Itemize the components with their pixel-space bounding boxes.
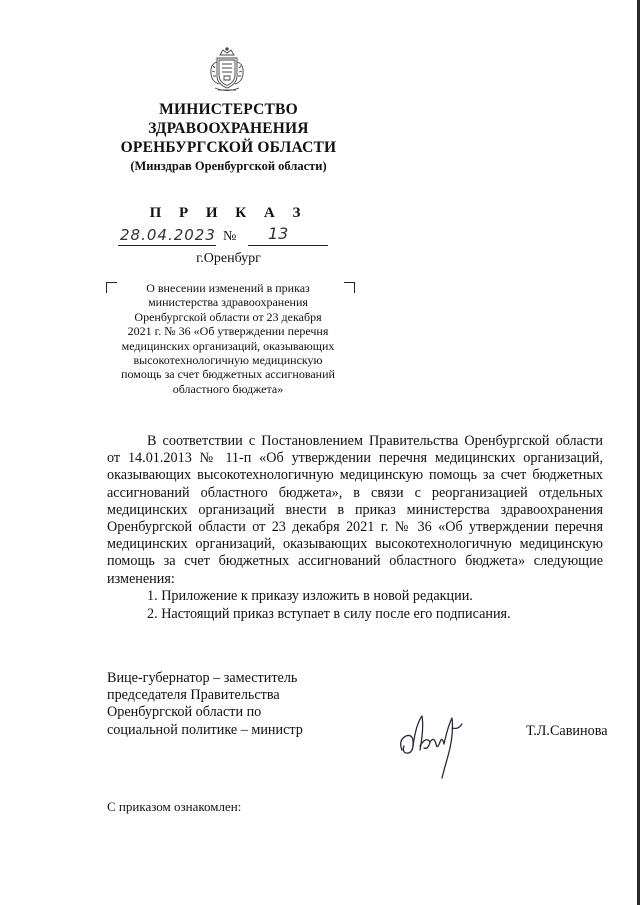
org-name-line2: ЗДРАВООХРАНЕНИЯ (148, 120, 309, 137)
subject-line: Оренбургской области от 23 декабря (134, 309, 322, 324)
subject-line: О внесении изменений в приказ (146, 281, 310, 295)
document-number: 13 (268, 224, 289, 243)
signer-name: Т.Л.Савинова (526, 723, 608, 739)
subject-line: высокотехнологичную медицинскую (133, 353, 323, 368)
subject-line: помощь за счет бюджетных ассигнований (121, 367, 335, 382)
signer-position-line: социальной политике – министр (107, 721, 303, 738)
org-name-line3: ОРЕНБУРГСКОЙ ОБЛАСТИ (120, 139, 337, 156)
city: г.Оренбург (196, 251, 261, 266)
document-date: 28.04.2023 (120, 226, 216, 244)
number-underline (248, 245, 328, 246)
subject-line: областного бюджета» (172, 381, 284, 396)
subject-line: медицинских организаций, оказывающих (121, 338, 335, 353)
body-item-1: 1. Приложение к приказу изложить в новой редакции. (147, 588, 473, 604)
org-name-line1: МИНИСТЕРСТВО (159, 101, 298, 118)
handwritten-signature (396, 706, 466, 780)
acknowledgment-label: С приказом ознакомлен: (107, 799, 242, 814)
org-short-name: (Минздрав Оренбургской области) (130, 159, 327, 173)
date-number-line (118, 226, 338, 250)
body-item-2: 2. Настоящий приказ вступает в силу после его подписания. (147, 606, 511, 622)
signer-position-line: Оренбургской области по (107, 704, 262, 721)
subject-line: 2021 г. № 36 «Об утверждении перечня (127, 324, 329, 339)
coat-of-arms-icon (206, 46, 248, 94)
signer-position-line: Вице-губернатор – заместитель (107, 670, 298, 686)
body-paragraph: В соответствии с Постановлением Правительства Оренбургской области от 14.01.2013 № 11-п «Об утверждении перечня медицинских организаций, оказывающих высокотехнологичную медицинскую помощь за счет бюджетных ассигнований областного бюджета», в связи с реорганизацией отдельных медицинских организаций внести в приказ министерства здравоохранения Оренбургской области от 23 декабря 2021 г. № 36 «Об утверждении перечня медицинских организаций, оказывающих высокотехнологичную медицинскую помощь за счет бюджетных ассигнований областного бюджета» следующие изменения: (107, 433, 603, 587)
document-type-title: П Р И К А З (149, 205, 308, 221)
date-underline (118, 245, 216, 246)
subject-line: министерства здравоохранения (148, 295, 308, 310)
number-sign: № (223, 229, 237, 244)
subject-block (110, 281, 346, 396)
signer-position-line: председателя Правительства (107, 687, 280, 704)
signer-position (107, 670, 303, 739)
